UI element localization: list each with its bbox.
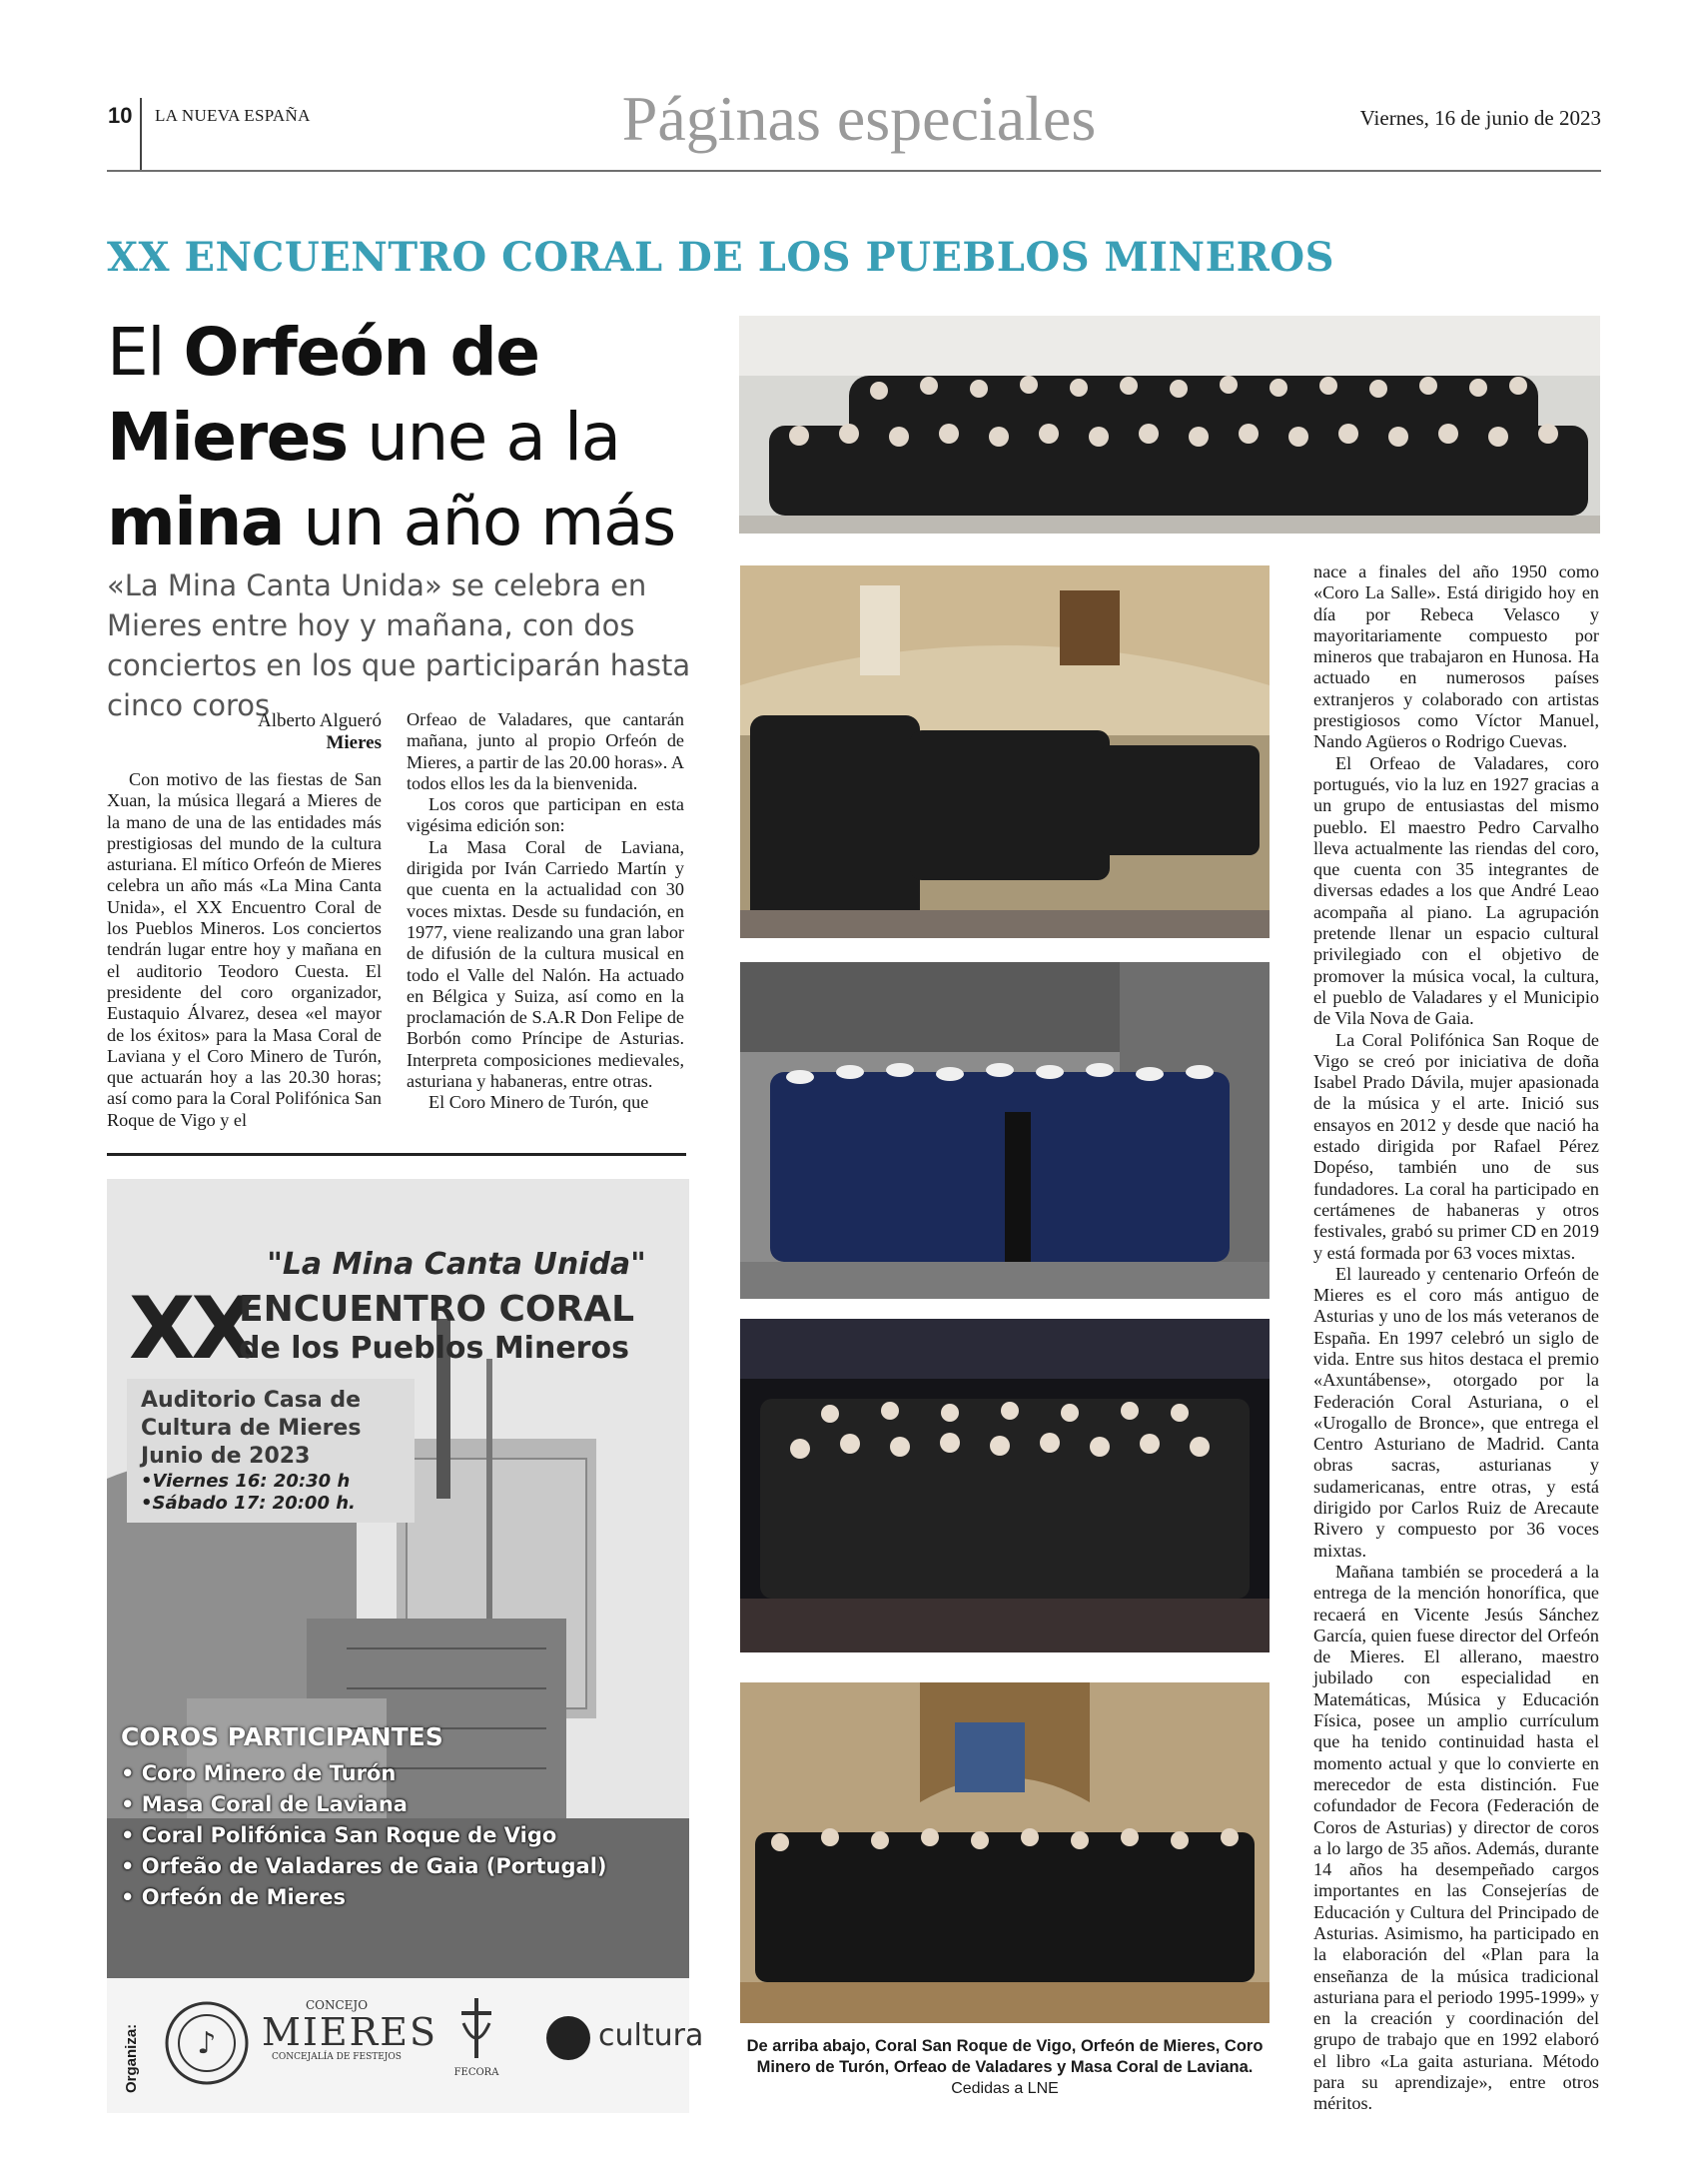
- paragraph: Mañana también se procederá a la entrega de la mención honorífica, que recaerá en Vicente Jesús Sánchez García, quien fuese director del Orfeón de Mieres. El allerano, maestro jubilado con especialidad en Matemáticas, Música y Educación Física, posee un amplio currículum que ha tenido continuidad hasta el momento actual y que lo convierte en merecedor de esta distinción. Fue cofundador de Fecora (Federación de Coros de Asturias) y director de coros a lo largo de 35 años. Además, durante 14 años ha desempeñado cargos importantes en las Consejerías de Educación y Cultura del Principado de Asturias. Asimismo, ha participado en la elaboración del «Plan para la enseñanza de la música tradicional asturiana para el periodo 1995-1999» y en la creación y coordinación del grupo de trabajo que en 1992 elaboró el libro «La gaita asturiana. Método para su aprendizaje», entre otros méritos.: [1313, 1561, 1599, 2114]
- cross-harp-icon: [451, 1993, 501, 2063]
- article-headline: [107, 310, 706, 564]
- list-item: • Orfeão de Valadares de Gaia (Portugal): [121, 1854, 607, 1878]
- photo-caption: [740, 2036, 1270, 2099]
- paragraph: El Orfeao de Valadares, coro portugués, vio la luz en 1927 gracias a un grupo de entusiastas del mismo pueblo. El maestro Pedro Carvalho lleva actualmente las riendas del coro, que cuenta con 35 integrantes de diversas edades a los que André Leao acompaña al piano. La agrupación pretende llenar un espacio cultural privilegiado con el objetivo de promover la música vocal, la cultura, el pueblo de Valadares y el Municipio de Vila Nova de Gaia.: [1313, 752, 1599, 1029]
- headline-part: El: [107, 314, 184, 391]
- headline-part: une a la: [347, 399, 620, 476]
- byline-author: Alberto Algueró: [257, 710, 382, 731]
- ad-date-line: •Sábado 17: 20:00 h.: [141, 1493, 356, 1514]
- logo-text: MIERES: [262, 2010, 438, 2054]
- ad-venue-line: Auditorio Casa de: [141, 1388, 362, 1413]
- logo-text: FECORA: [453, 2067, 499, 2078]
- article-column-2: [407, 709, 684, 1114]
- list-item: • Coro Minero de Turón: [121, 1761, 397, 1785]
- ad-date-line: •Viernes 16: 20:30 h: [141, 1471, 351, 1492]
- paragraph: nace a finales del año 1950 como «Coro La Salle». Está dirigido hoy en día por Rebeca Velasco y mayoritariamente compuesto por mineros que trabajaron en Hunosa. Ha actuado en numerosos países extranjeros y colaborado con artistas prestigiosos como Víctor Manuel, Nando Agüeros o Rodrigo Cuevas.: [1313, 561, 1599, 752]
- club-circle-icon: [546, 2016, 590, 2060]
- organiza-label: Organiza:: [123, 2023, 140, 2093]
- choir-photo-masa-coral-laviana: [740, 1682, 1270, 2023]
- ad-event-subname: de los Pueblos Mineros: [239, 1331, 629, 1366]
- choir-photo-san-roque: [739, 316, 1600, 534]
- headline-part: Orfeón de: [183, 314, 539, 391]
- paragraph: Orfeao de Valadares, que cantarán mañana, junto al propio Orfeón de Mieres, a partir de las 20.00 horas». A todos ellos les da la bienvenida.: [407, 709, 684, 793]
- ad-title: "La Mina Canta Unida": [267, 1247, 646, 1282]
- page-number: 10: [108, 103, 133, 128]
- paragraph: La Masa Coral de Laviana, dirigida por Iván Carriedo Martín y que cuenta en la actualidad con 30 voces mixtas. Desde su fundación, en 1977, viene realizando una gran labor de difusión de la cultura musical en todo el Valle del Nalón. Ha actuado en Bélgica y Suiza, así como en la proclamación de S.A.R Don Felipe de Borbón como Príncipe de Asturias. Interpreta composiciones medievales, asturiana y habaneras, entre otras.: [407, 836, 684, 1092]
- byline-location: Mieres: [326, 732, 382, 753]
- article-column-3: [1313, 561, 1599, 2115]
- issue-date: Viernes, 16 de junio de 2023: [1359, 106, 1601, 130]
- paragraph: Los coros que participan en esta vigésima edición son:: [407, 794, 684, 836]
- article-kicker: XX ENCUENTRO CORAL DE LOS PUEBLOS MINEROS: [107, 234, 1335, 281]
- headline-part: un año más: [283, 484, 675, 560]
- paragraph: La Coral Polifónica San Roque de Vigo se creó por iniciativa de doña Isabel Prado Dávila, mujer apasionada de la música y el arte. Inició sus ensayos en 2012 y desde que nació ha estado dirigida por Rafael Pérez Dopéso, también uno de sus fundadores. La coral ha participado en certámenes de habaneras y otros festivales, grabó su primer CD en 2019 y está formada por 63 voces mixtas.: [1313, 1029, 1599, 1263]
- ad-event-name: ENCUENTRO CORAL: [239, 1289, 635, 1330]
- ad-venue-line: Cultura de Mieres: [141, 1416, 362, 1441]
- choir-photo-orfeon-mieres: [740, 565, 1270, 938]
- headline-part: mina: [107, 484, 284, 560]
- ad-venue-line: Junio de 2023: [141, 1444, 311, 1469]
- ad-choirs-heading: COROS PARTICIPANTES: [121, 1722, 443, 1751]
- list-item: • Coral Polifónica San Roque de Vigo: [121, 1823, 557, 1847]
- byline: [107, 710, 382, 754]
- caption-text: De arriba abajo, Coral San Roque de Vigo, Orfeón de Mieres, Coro Minero de Turón, Orfeao de Valadares y Masa Coral de Laviana.: [746, 2037, 1264, 2076]
- paragraph: El laureado y centenario Orfeón de Mieres es el coro más antiguo de Asturias y uno de los más veteranos de España. En 1997 celebró un siglo de vida. Entre sus hitos destaca el premio «Axuntábense», otorgado por la Federación Coral Asturiana, o el «Urogallo de Bronce», que entrega el Centro Asturiano de Madrid. Canta obras sacras, asturianas y sudamericanas, entre otras, y está dirigido por Carlos Ruiz de Arecaute Rivero y compuesto por 36 voces mixtas.: [1313, 1263, 1599, 1561]
- event-advertisement: [107, 1179, 704, 2113]
- publication-name: LA NUEVA ESPAÑA: [155, 106, 311, 125]
- concejo-mieres-logo: [262, 1998, 438, 2062]
- list-item: • Orfeón de Mieres: [121, 1885, 347, 1909]
- section-title: Páginas especiales: [621, 83, 1097, 154]
- ad-edition-number: XX: [129, 1279, 254, 1379]
- header-divider: [140, 98, 142, 170]
- logo-text: CONCEJALÍA DE FESTEJOS: [272, 2052, 402, 2062]
- paragraph: El Coro Minero de Turón, que: [428, 1092, 649, 1113]
- ad-organizer-label: [119, 1983, 141, 2103]
- fecora-logo: [426, 1993, 526, 2078]
- svg-text:♪: ♪: [197, 2026, 217, 2061]
- logo-text: cultura: [598, 2018, 704, 2053]
- paragraph: Con motivo de las fiestas de San Xuan, la música llegará a Mieres de la mano de una de las entidades más prestigiosas del mundo de la cultura asturiana. El mítico Orfeón de Mieres celebra un año más «La Mina Canta Unida», el XX Encuentro Coral de los Pueblos Mineros. Los conciertos tendrán lugar entre hoy y mañana en el auditorio Teodoro Cuesta. El presidente del coro organizador, Eustaquio Álvarez, desea «el mayor de los éxitos» para la Masa Coral de Laviana y el Coro Minero de Turón, que actuarán hoy a las 20.30 horas; así como para la Coral Polifónica San Roque de Vigo y el: [107, 769, 382, 1130]
- orfeon-mieres-seal-icon: [162, 1993, 252, 2093]
- ad-venue-box: [127, 1379, 415, 1523]
- article-subhead: «La Mina Canta Unida» se celebra en Mieres entre hoy y mañana, con dos conciertos en los que participarán hasta cinco coros: [107, 568, 691, 722]
- choir-photo-coro-minero-turon: [740, 962, 1270, 1299]
- logo-text: CONCEJO: [305, 1998, 369, 2012]
- article-column-1: [107, 769, 382, 1131]
- club-cultura-logo: [546, 2008, 704, 2068]
- headline-part: Mieres: [107, 399, 348, 476]
- photo-credit: Cedidas a LNE: [951, 2080, 1059, 2097]
- header-rule: [107, 170, 1601, 172]
- list-item: • Masa Coral de Laviana: [121, 1792, 408, 1816]
- article-end-rule: [107, 1153, 686, 1156]
- choir-photo-orfeao-valadares: [740, 1319, 1270, 1652]
- ad-choirs-list: [121, 1758, 607, 1913]
